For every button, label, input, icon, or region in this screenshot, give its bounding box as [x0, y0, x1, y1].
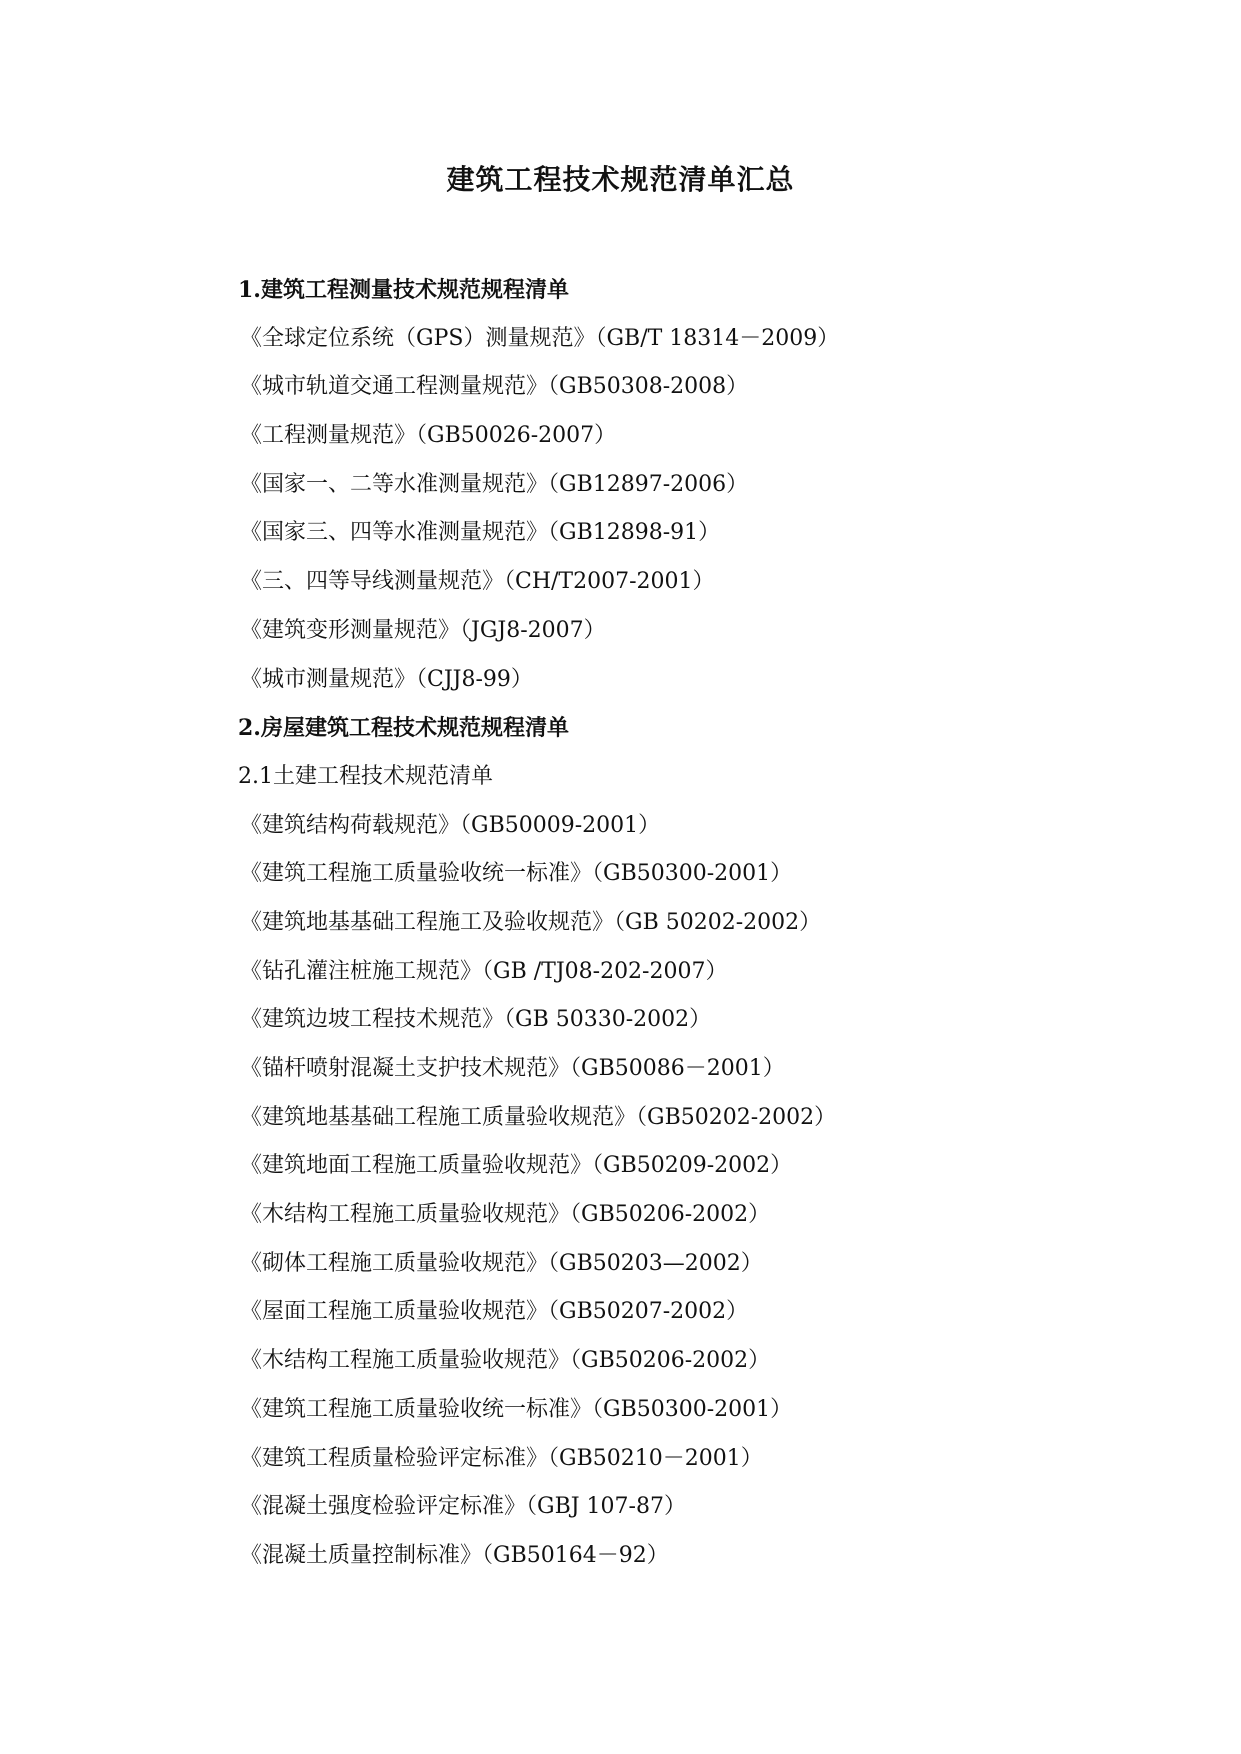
- list-item: 《工程测量规范》（GB50026-2007）: [240, 423, 617, 449]
- list-item: 《屋面工程施工质量验收规范》（GB50207-2002）: [240, 1299, 749, 1325]
- list-item: 《建筑地基基础工程施工质量验收规范》（GB50202-2002）: [240, 1104, 837, 1130]
- document-body: [238, 266, 1198, 1581]
- section-heading-building: 2.房屋建筑工程技术规范规程清单: [238, 715, 569, 742]
- list-item: 《建筑工程质量检验评定标准》（GB50210－2001）: [240, 1445, 763, 1471]
- list-item: 《城市测量规范》（CJJ8-99）: [240, 666, 533, 692]
- section-heading-surveying: 1.建筑工程测量技术规范规程清单: [238, 277, 569, 303]
- list-item: 《建筑地基基础工程施工及验收规范》（GB 50202-2002）: [240, 909, 822, 935]
- list-item: 《国家三、四等水准测量规范》（GB12898-91）: [240, 520, 721, 546]
- list-item: 《全球定位系统（GPS）测量规范》（GB/T 18314－2009）: [240, 325, 840, 351]
- list-item: 《混凝土质量控制标准》（GB50164－92）: [240, 1542, 669, 1568]
- list-item: 《混凝土强度检验评定标准》（GBJ 107-87）: [240, 1494, 686, 1520]
- list-item: 《建筑工程施工质量验收统一标准》（GB50300-2001）: [240, 861, 793, 887]
- list-item: 《建筑地面工程施工质量验收规范》（GB50209-2002）: [240, 1153, 793, 1179]
- list-item: 《钻孔灌注桩施工规范》（GB /TJ08-202-2007）: [240, 958, 728, 984]
- list-item: 《锚杆喷射混凝土支护技术规范》（GB50086－2001）: [240, 1056, 785, 1081]
- document-title: 建筑工程技术规范清单汇总: [446, 163, 795, 196]
- list-item: 《建筑边坡工程技术规范》（GB 50330-2002）: [240, 1007, 712, 1033]
- list-item: 《砌体工程施工质量验收规范》（GB50203—2002）: [240, 1250, 763, 1276]
- list-item: 《三、四等导线测量规范》（CH/T2007-2001）: [240, 569, 715, 595]
- list-item: 《木结构工程施工质量验收规范》（GB50206-2002）: [240, 1348, 771, 1374]
- list-item: 《建筑结构荷载规范》（GB50009-2001）: [240, 812, 661, 838]
- subsection-heading-civil: 2.1土建工程技术规范清单: [238, 763, 493, 789]
- list-item: 《城市轨道交通工程测量规范》（GB50308-2008）: [240, 374, 749, 400]
- list-item: 《木结构工程施工质量验收规范》（GB50206-2002）: [240, 1202, 771, 1228]
- list-item: 《建筑工程施工质量验收统一标准》（GB50300-2001）: [240, 1396, 793, 1422]
- list-item: 《国家一、二等水准测量规范》（GB12897-2006）: [240, 471, 749, 497]
- list-item: 《建筑变形测量规范》（JGJ8-2007）: [240, 617, 606, 643]
